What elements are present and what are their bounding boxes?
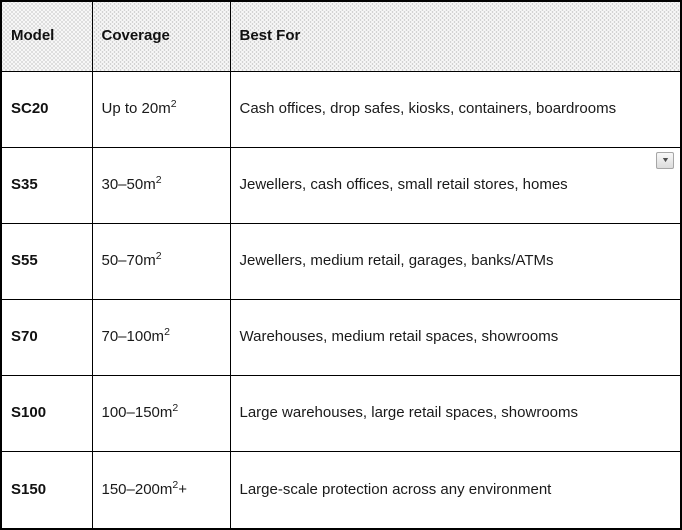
coverage-text: 70–100m bbox=[101, 328, 165, 346]
coverage-text: 30–50m bbox=[101, 175, 156, 193]
coverage-text: 100–150m bbox=[101, 404, 173, 422]
best-for-cell: Jewellers, cash offices, small retail stores, homes bbox=[230, 147, 681, 223]
coverage-suffix: + bbox=[178, 480, 188, 498]
best-for-cell: Large-scale protection across any environment bbox=[230, 452, 681, 529]
chevron-down-icon: ▼ bbox=[660, 157, 670, 164]
table-row bbox=[1, 223, 681, 299]
best-for-cell: Large warehouses, large retail spaces, showrooms bbox=[230, 376, 681, 452]
best-for-cell: Warehouses, medium retail spaces, showrooms bbox=[230, 299, 681, 375]
table-row bbox=[1, 376, 681, 452]
model-cell: S150 bbox=[1, 452, 92, 529]
coverage-cell bbox=[92, 299, 230, 375]
coverage-superscript: 2 bbox=[172, 402, 179, 415]
coverage-superscript: 2 bbox=[155, 249, 162, 262]
model-cell: SC20 bbox=[1, 71, 92, 147]
best-for-cell: Jewellers, medium retail, garages, banks/ATMs bbox=[230, 223, 681, 299]
coverage-cell bbox=[92, 223, 230, 299]
coverage-cell bbox=[92, 71, 230, 147]
coverage-superscript: 2 bbox=[164, 326, 170, 339]
table-header-row bbox=[1, 1, 681, 71]
model-cell: S70 bbox=[1, 299, 92, 375]
coverage-superscript: 2 bbox=[170, 97, 177, 110]
coverage-superscript: 2 bbox=[172, 478, 179, 491]
model-cell: S35 bbox=[1, 147, 92, 223]
coverage-cell bbox=[92, 147, 230, 223]
coverage-text: 50–70m bbox=[101, 251, 156, 269]
table-row bbox=[1, 71, 681, 147]
coverage-cell bbox=[92, 376, 230, 452]
table-row bbox=[1, 147, 681, 223]
coverage-text: Up to 20m bbox=[101, 99, 171, 117]
model-cell: S55 bbox=[1, 223, 92, 299]
table-row bbox=[1, 452, 681, 529]
model-cell: S100 bbox=[1, 376, 92, 452]
coverage-superscript: 2 bbox=[155, 173, 162, 186]
dropdown-button[interactable] bbox=[656, 152, 674, 169]
column-header-coverage: Coverage bbox=[92, 1, 230, 71]
best-for-cell: Cash offices, drop safes, kiosks, containers, boardrooms bbox=[230, 71, 681, 147]
column-header-model: Model bbox=[1, 1, 92, 71]
coverage-cell bbox=[92, 452, 230, 529]
table-row bbox=[1, 299, 681, 375]
coverage-text: 150–200m bbox=[101, 480, 173, 498]
column-header-best-for: Best For bbox=[230, 1, 681, 71]
